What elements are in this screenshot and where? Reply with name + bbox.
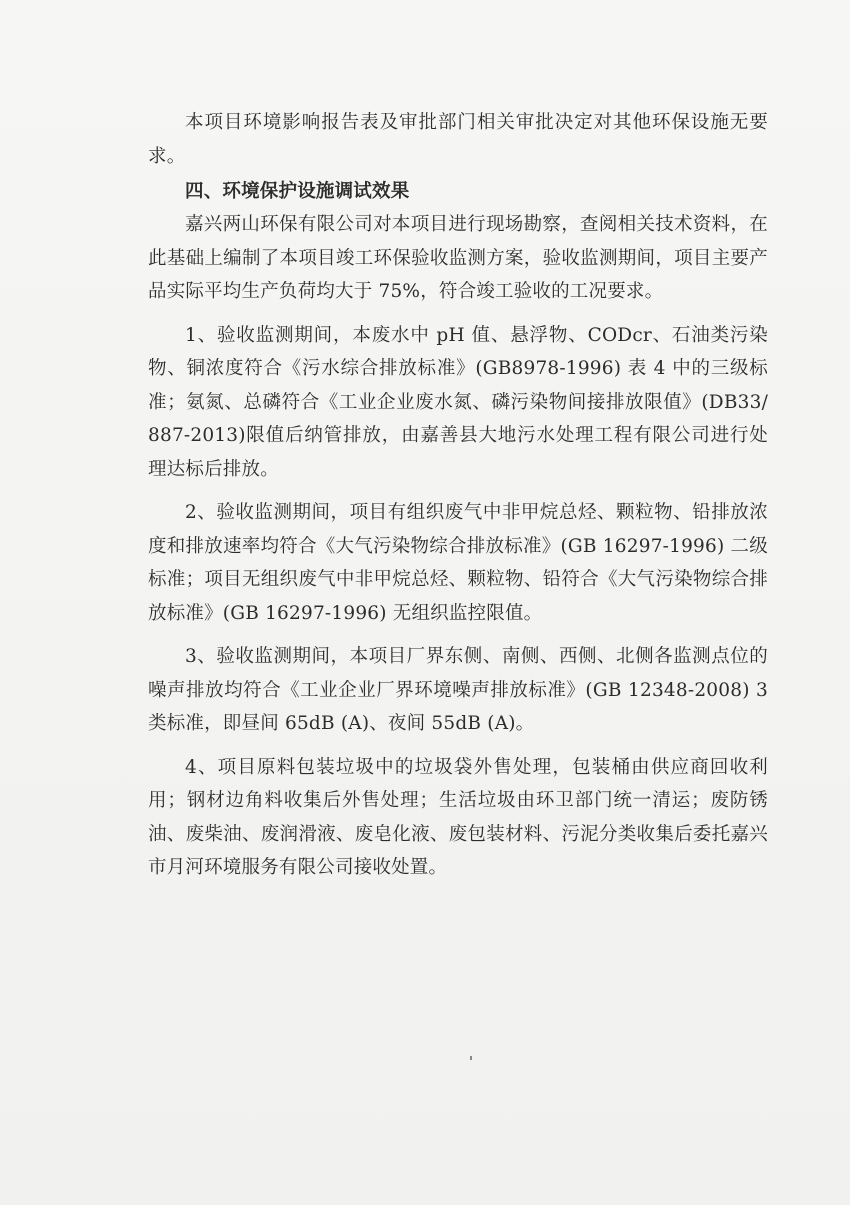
scan-speck	[470, 1056, 472, 1060]
document-body	[148, 106, 768, 885]
paragraph-overview: 嘉兴两山环保有限公司对本项目进行现场勘察，查阅相关技术资料，在此基础上编制了本项目竣工环保验收监测方案，验收监测期间，项目主要产品实际平均生产负荷均大于 75%，符合竣工验收的工况要求。	[148, 214, 768, 302]
paragraph-item-3: 3、验收监测期间，本项目厂界东侧、南侧、西侧、北侧各监测点位的噪声排放均符合《工业企业厂界环境噪声排放标准》(GB 12348-2008) 3 类标准，即昼间 65dB (A)、夜间 55dB (A)。	[148, 646, 768, 734]
paragraph-item-2: 2、验收监测期间，项目有组织废气中非甲烷总烃、颗粒物、铅排放浓度和排放速率均符合《大气污染物综合排放标准》(GB 16297-1996) 二级标准；项目无组织废气中非甲烷总烃、颗粒物、铅符合《大气污染物综合排放标准》(GB 16297-1996) 无组织监控限值。	[148, 502, 768, 624]
page-fold-mark	[0, 0, 92, 32]
paragraph-item-4: 4、项目原料包装垃圾中的垃圾袋外售处理，包装桶由供应商回收利用；钢材边角料收集后外售处理；生活垃圾由环卫部门统一清运；废防锈油、废柴油、废润滑液、废皂化液、废包装材料、污泥分类收集后委托嘉兴市月河环境服务有限公司接收处置。	[148, 756, 768, 878]
paragraph-item-1: 1、验收监测期间，本废水中 pH 值、悬浮物、CODcr、石油类污染物、铜浓度符合《污水综合排放标准》(GB8978-1996) 表 4 中的三级标准；氨氮、总磷符合《工业企业废水氮、磷污染物间接排放限值》(DB33/887-2013)限值后纳管排放，由嘉善县大地污水处理工程有限公司进行处理达标后排放。	[148, 324, 768, 480]
section-heading: 四、环境保护设施调试效果	[185, 181, 410, 202]
intro-paragraph: 本项目环境影响报告表及审批部门相关审批决定对其他环保设施无要求。	[148, 112, 768, 167]
